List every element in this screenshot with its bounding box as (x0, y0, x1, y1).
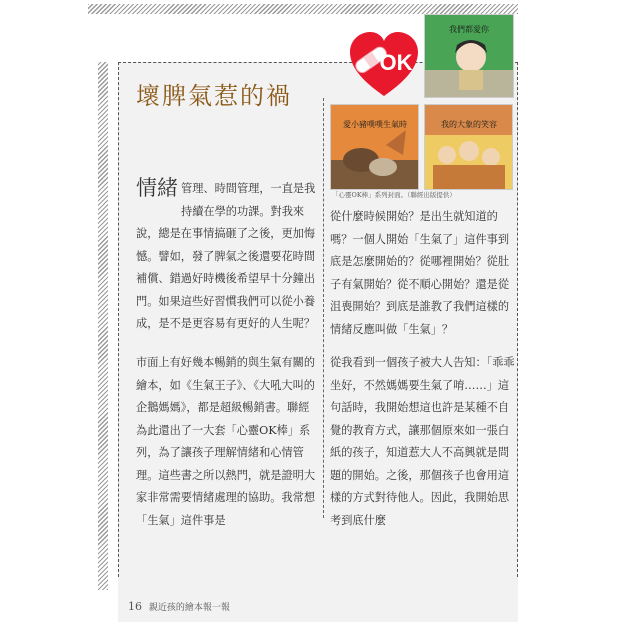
page-number: 16 (128, 600, 142, 613)
article-title: 壞脾氣惹的禍 (136, 82, 292, 110)
cover1-title: 愛小豬噗噗生氣時 (343, 120, 407, 129)
left-paragraph-2: 市面上有好幾本暢銷的與生氣有關的繪本，如《生氣王子》、《大吼大叫的企鵝媽媽》，都是超級暢銷書。聯經為此還出了一大套「心靈OK棒」系列，為了讓孩子理解情緒和心情管理。這些書之所以熱門，就是證明大家非常需要情緒處理的協助。我常想「生氣」這件事是 (136, 356, 316, 527)
column-divider (323, 98, 324, 518)
drop-cap: 情緒 (136, 176, 178, 200)
book-title: 親近孩的繪本報一報 (148, 603, 230, 613)
side-hatch-decoration (98, 62, 108, 590)
cover-piggy-angry (330, 104, 419, 190)
ok-logo (346, 26, 422, 102)
cover2-title: 我的大象的笑容 (441, 120, 497, 129)
image-caption: 「心靈OK棒」系列封面。（聯經出版提供） (332, 191, 456, 199)
right-paragraph-2: 從我看到一個孩子被大人告知：「乖乖坐好，不然媽媽要生氣了唷……」這句話時，我開始想這也許是某種不自覺的教育方式，讓那個原來如一張白紙的孩子，知道惹大人不高興就是問題的開始。之後，那個孩子也會用這樣的方式對待他人。因此，我開始思考到底什麼 (330, 356, 515, 527)
cover-elephant-smile (424, 104, 513, 190)
page-footer (128, 600, 230, 613)
ok-logo-text: OK (379, 50, 413, 75)
left-paragraph-1-text: 管理、時間管理，一直是我持續在學的功課。對我來說，總是在事情搞砸了之後，更加悔憾。譬如，發了脾氣之後還要花時間補償、錯過好時機後希望早十分鐘出門。如果這些好習慣我們可以從小養成，是不是更容易有更好的人生呢？ (136, 182, 316, 330)
cover3-title: 我們都愛你 (449, 25, 489, 34)
left-paragraph-1 (136, 178, 320, 336)
top-hatch-decoration (88, 4, 518, 14)
right-paragraph-1: 從什麼時候開始？是出生就知道的嗎？一個人開始「生氣了」這件事到底是怎麼開始的？從哪裡開始？從肚子有氣開始？從不順心開始？還是從沮喪開始？到底是誰教了我們這樣的情緒反應叫做「生氣」？ (330, 210, 510, 336)
cover-we-love-you (424, 14, 514, 98)
